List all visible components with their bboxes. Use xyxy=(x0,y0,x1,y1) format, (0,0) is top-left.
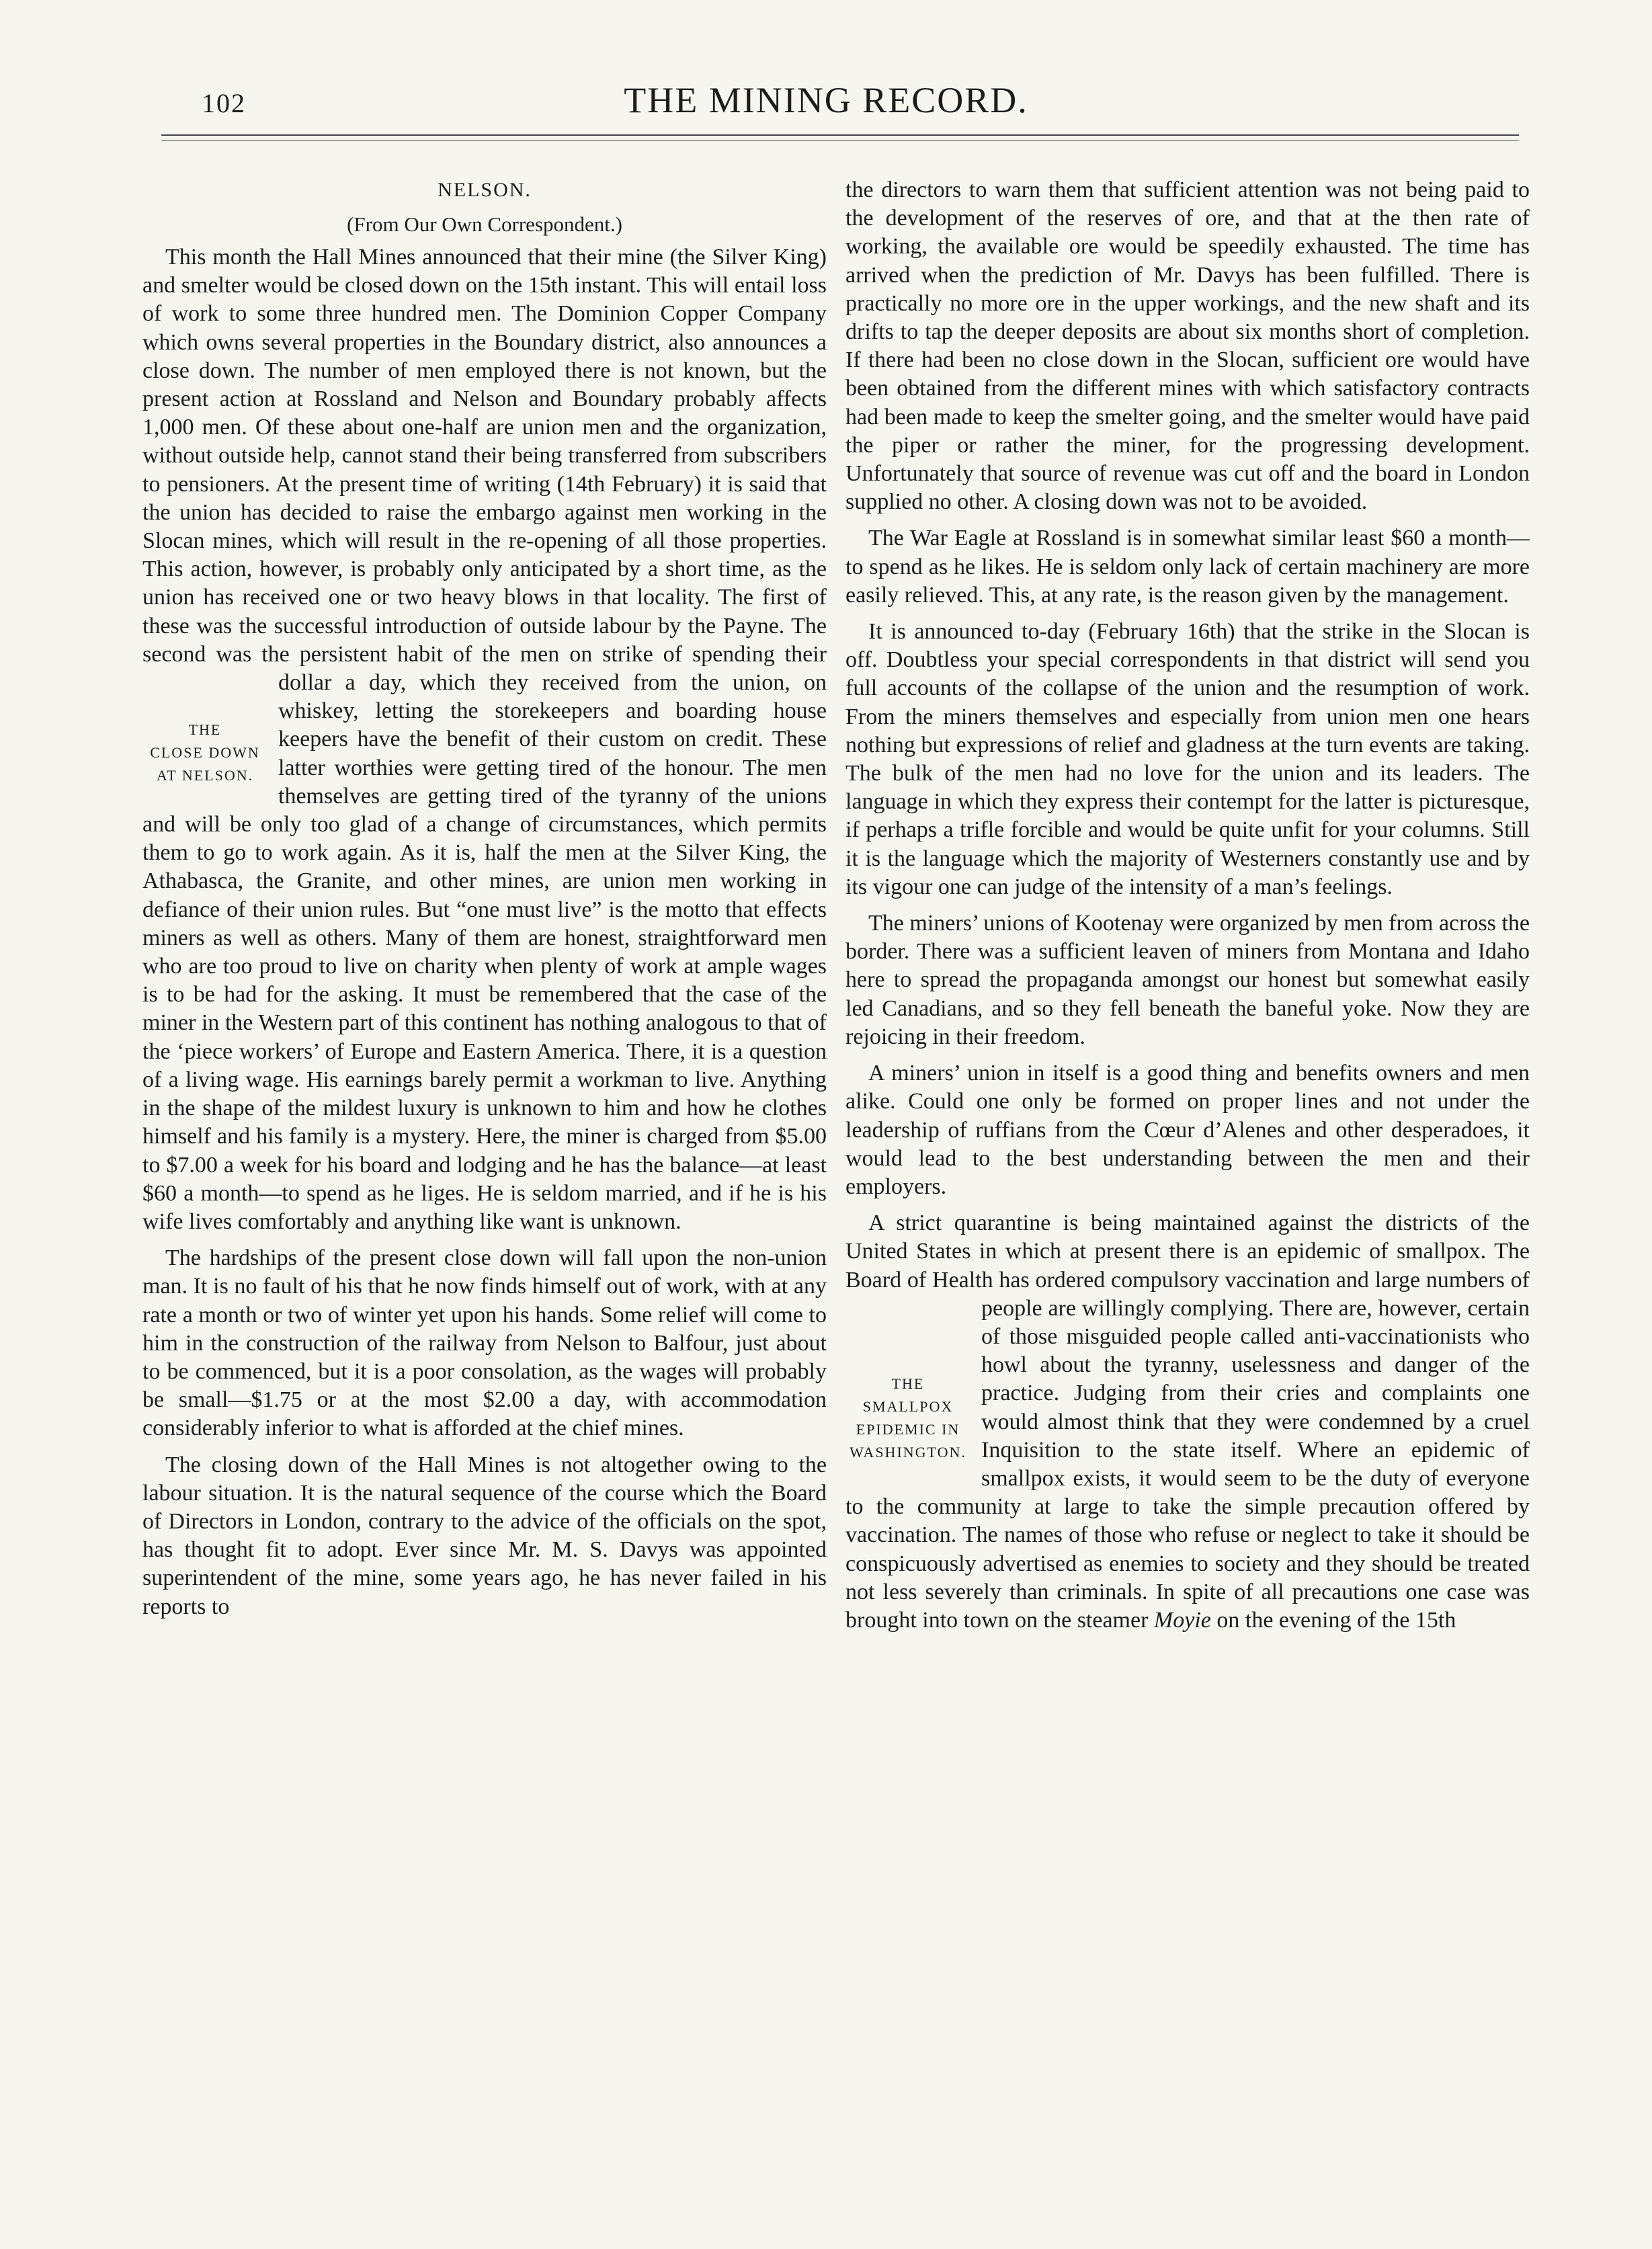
paragraph: The hardships of the present close down will fall upon the non-union man. It is no fault of his that he now finds himself out of work, with at any rate a month or two of winter yet upon his hands. Some relief will come to him in the construction of the railway from Nelson to Balfour, just about to be commenced, but it is a poor consolation, as the wages will probably be small—$1.75 or at the most $2.00 a day, with accommodation considerably inferior to what is afforded at the chief mines. xyxy=(142,1245,827,1441)
paragraph-text: on the evening of the 15th xyxy=(1210,1607,1456,1633)
section-subheading: (From Our Own Correspondent.) xyxy=(347,212,622,236)
margin-note-line: SMALLPOX xyxy=(862,1397,954,1415)
paragraph-text: A strict quarantine is being maintained against the districts of the United States in which at present there is an epidemic of smallpox. The Board of Health has ordered compulsory vaccination and large numbers of xyxy=(845,1211,1530,1293)
margin-note xyxy=(845,1373,970,1464)
paragraph xyxy=(845,1209,1530,1635)
paragraph: The War Eagle at Rossland is in somewhat similar least $60 a month—to spend as he likes. He is seldom only lack of certain machinery are more easily relieved. This, at any rate, is the reason given by the management. xyxy=(845,526,1530,608)
margin-note-line: THE xyxy=(891,1375,925,1392)
header-rule xyxy=(161,134,1519,136)
margin-note-line: WASHINGTON. xyxy=(850,1443,966,1461)
running-title: THE MINING RECORD. xyxy=(624,80,1028,120)
margin-note-line: THE xyxy=(188,721,222,739)
paragraph-text: whiskey, letting the storekeepers and boarding house keepers have the benefit of their custom on credit. These latter worthies were getting tired of the honour. The men themselves are getting tired of the tyranny of the unions and will be only too glad of a change of circumstances, which permits them to go to work again. As it is, half the men at the Silver King, the Athabasca, the Granite, and other mines, are union men working in defiance of their union rules. But “one must live” is the motto that effects miners as well as others. Many of them are honest, straightforward men who are too proud to live on charity when plenty of work at ample wages is to be had for the asking. It must be remembered that the case of the miner in the Western part of this continent has nothing analogous to that of the ‘piece workers’ of Europe and Eastern America. There, it is a question of a living wage. His earnings barely permit a workman to live. Anything in the shape of the mildest luxury is unknown to him and how he clothes himself and his family is a mystery. Here, the miner is charged from $5.00 to $7.00 a week for his board and lodging and he has the balance—at least $60 a month—to spend as he liges. He is seldom married, and if he is his wife lives comfortably and anything like want is unknown. xyxy=(142,698,827,1234)
margin-note-line: CLOSE DOWN xyxy=(150,744,260,762)
paragraph: The closing down of the Hall Mines is not altogether owing to the labour situation. It is the natural sequence of the course which the Board of Directors in London, contrary to the advice of the officials on the spot, has thought fit to adopt. Ever since Mr. M. S. Davys was appointed superintendent of the mine, some years ago, he has never failed in his reports to xyxy=(142,1452,827,1619)
ship-name: Moyie xyxy=(1153,1607,1211,1633)
left-column xyxy=(142,176,827,1621)
paragraph: the directors to warn them that sufficient attention was not being paid to the development of the reserves of ore, and that at the then rate of working, the available ore would be speedily exhausted. The time has arrived when the prediction of Mr. Davys has been fulfilled. There is practically no more ore in the upper workings, and the new shaft and its drifts to tap the deeper deposits are about six months short of completion. If there had been no close down in the Slocan, sufficient ore would have been obtained from the different mines with which satisfactory contracts had been made to keep the smelter going, and the smelter would have paid the piper or rather the miner, for the progressing development. Unfortunately that source of revenue was cut off and the board in London supplied no other. A closing down was not to be avoided. xyxy=(845,177,1530,515)
section-heading: NELSON. xyxy=(438,179,532,201)
paragraph-text: people are willingly complying. There are, however, certain of those misguided people called anti-vaccinationists who howl about the tyranny, uselessness and danger of the practice. Judging from their cries and complaints one would almost think that they were condemned by a cruel Inquisition to the state itself. Where an epidemic of smallpox exists, it would seem to be the duty of everyone to the community at large to take the simple precaution offered by vaccination. The names of those who refuse or neglect to take it should be conspicuously advertised as enemies to society and they should be treated not less severely than criminals. In spite of all precautions one case was brought into town on the steamer xyxy=(845,1295,1530,1633)
margin-note xyxy=(142,719,267,787)
page-number: 102 xyxy=(202,88,246,118)
paragraph: A miners’ union in itself is a good thing and benefits owners and men alike. Could one only be formed on proper lines and not under the leadership of ruffians from the Cœur d’Alenes and other desperadoes, it would lead to the best understanding between the men and their employers. xyxy=(845,1061,1530,1199)
margin-note-line: AT NELSON. xyxy=(156,767,254,784)
paragraph: It is announced to-day (February 16th) that the strike in the Slocan is off. Doubtless your special correspondents in that district will send you full accounts of the collapse of the union and the resumption of work. From the miners themselves and especially from union men one hears nothing but expressions of relief and gladness at the turn events are taking. The bulk of the men had no love for the union and its leaders. The language in which they express their contempt for the latter is picturesque, if perhaps a trifle forcible and would be quite unfit for your columns. Still it is the language which the majority of Westerners constantly use and by its vigour one can judge of the intensity of a man’s feelings. xyxy=(845,619,1530,899)
paragraph xyxy=(142,243,827,1236)
right-column xyxy=(845,176,1530,1635)
paragraph-text: This month the Hall Mines announced that their mine (the Silver King) and smelter would be closed down on the 15th instant. This will entail loss of work to some three hundred men. The Dominion Copper Company which owns several properties in the Boundary district, also announces a close down. The number of men employed there is not known, but the present action at Rossland and Nelson and Boundary probably affects 1,000 men. Of these about one-half are union men and the organization, without outside help, cannot stand their being transferred from subscribers to pensioners. At the present time of writing (14th February) it is said that the union has decided to raise the embargo against men working in the Slocan mines, which will result in the re-opening of all those properties. This action, however, is probably only anticipated by a short time, as the union has received one or two heavy blows in that locality. The first of these was the successful introduction of outside labour by the Payne. The second was the persistent habit of the men on strike of spending their dollar a day, which they received from the union, on xyxy=(142,245,827,696)
paragraph: The miners’ unions of Kootenay were organized by men from across the border. There was a sufficient leaven of miners from Montana and Idaho here to spread the propaganda amongst our honest but somewhat easily led Canadians, and so they fell beneath the baneful yoke. Now they are rejoicing in their freedom. xyxy=(845,911,1530,1049)
margin-note-line: EPIDEMIC IN xyxy=(856,1420,960,1438)
